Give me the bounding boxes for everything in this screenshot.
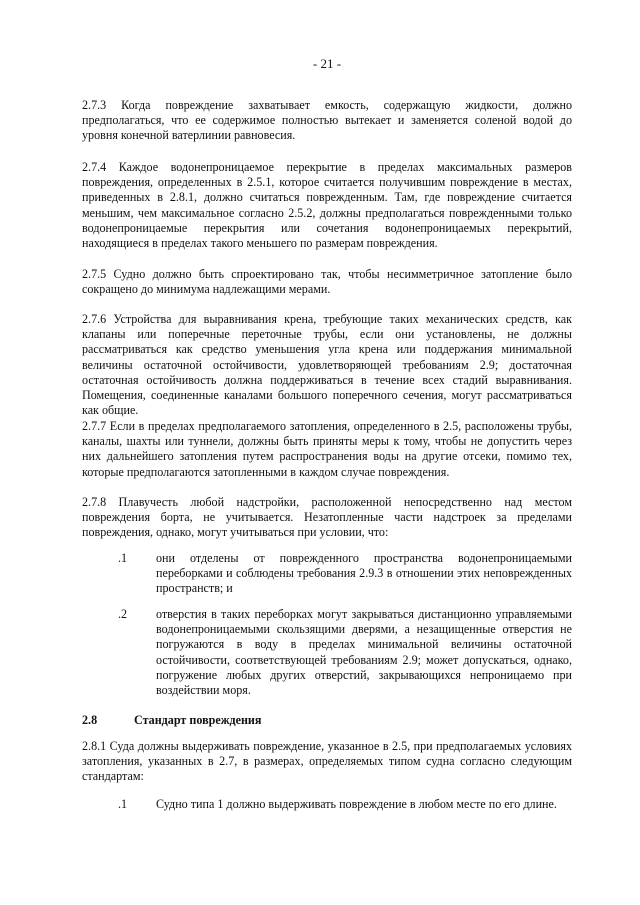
section-heading-2-8 [82,713,572,728]
list-item-number: .2 [118,607,128,621]
paragraph-2-8-1: 2.8.1 Суда должны выдерживать повреждение, указанное в 2.5, при предполагаемых условиях затопления, указанных в 2.7, в размерах, определяемых типом судна согласно следующим стандартам: [82,739,572,784]
paragraph-2-7-6: 2.7.6 Устройства для выравнивания крена, требующие таких механических средств, как клапаны или поперечные переточные трубы, если они установлены, не должны рассматриваться как средство уменьшения угла крена или поддержания минимальной величины остаточной остойчивости, удовлетворяющей требованиям 2.9; достаточная остаточная остойчивость должна поддерживаться в течение всех стадий выравнивания. Помещения, соединенные каналами большого поперечного сечения, могут рассматриваться как общие. [82,312,572,418]
paragraph-2-7-8: 2.7.8 Плавучесть любой надстройки, расположенной непосредственно над местом повреждения борта, не учитывается. Незатопленные части надстроек за пределами повреждения, однако, могут учитываться при условии, что: [82,495,572,540]
list-item [82,797,572,817]
list-item [82,607,572,697]
list-item-number: .1 [118,551,128,565]
paragraph-2-7-3: 2.7.3 Когда повреждение захватывает емкость, содержащую жидкости, должно предполагаться, что ее содержимое полностью вытекает и заменяется соленой водой до уровня конечной ватерлинии равновесия. [82,98,572,143]
paragraph-2-7-5: 2.7.5 Судно должно быть спроектировано так, чтобы несимметричное затопление было сокращено до минимума надлежащими мерами. [82,267,572,297]
section-title: Стандарт повреждения [134,713,262,727]
list-item-number: .1 [118,797,128,811]
paragraph-2-7-4: 2.7.4 Каждое водонепроницаемое перекрытие в пределах максимальных размеров повреждения, определенных в 2.5.1, которое считается получившим повреждение в местах, приведенных в 2.8.1, должно считаться поврежденным. Там, где повреждение считается меньшим, чем максимальное согласно 2.5.2, должны предполагаться поврежденными только водонепроницаемые перекрытия или сочетания водонепроницаемых перекрытий, находящиеся в пределах такого меньшего по размерам повреждения. [82,160,572,251]
list-item-text: Судно типа 1 должно выдерживать повреждение в любом месте по его длине. [156,797,557,811]
page-number: - 21 - [312,56,342,71]
paragraph-2-7-7: 2.7.7 Если в пределах предполагаемого затопления, определенного в 2.5, расположены трубы, каналы, шахты или туннели, должны быть приняты меры к тому, чтобы не допустить через них дальнейшего затопления путем распространения воды на другие отсеки, помимо тех, которые предполагаются затопленными в каждом случае повреждения. [82,419,572,479]
list-item [82,551,572,601]
list-item-text: отверстия в таких переборках могут закрываться дистанционно управляемыми водонепроницаемыми скользящими дверями, а незащищенные отверстия не погружаются в воду в пределах минимальной величины остаточной остойчивости, соответствующей требованиям 2.9; может допускаться, однако, погружение любых других отверстий, закрывающихся непроницаемо при воздействии моря. [156,607,572,698]
section-number: 2.8 [82,713,98,727]
list-item-text: они отделены от поврежденного пространства водонепроницаемыми переборками и соблюдены требования 2.9.3 в отношении этих неповрежденных пространств; и [156,551,572,596]
